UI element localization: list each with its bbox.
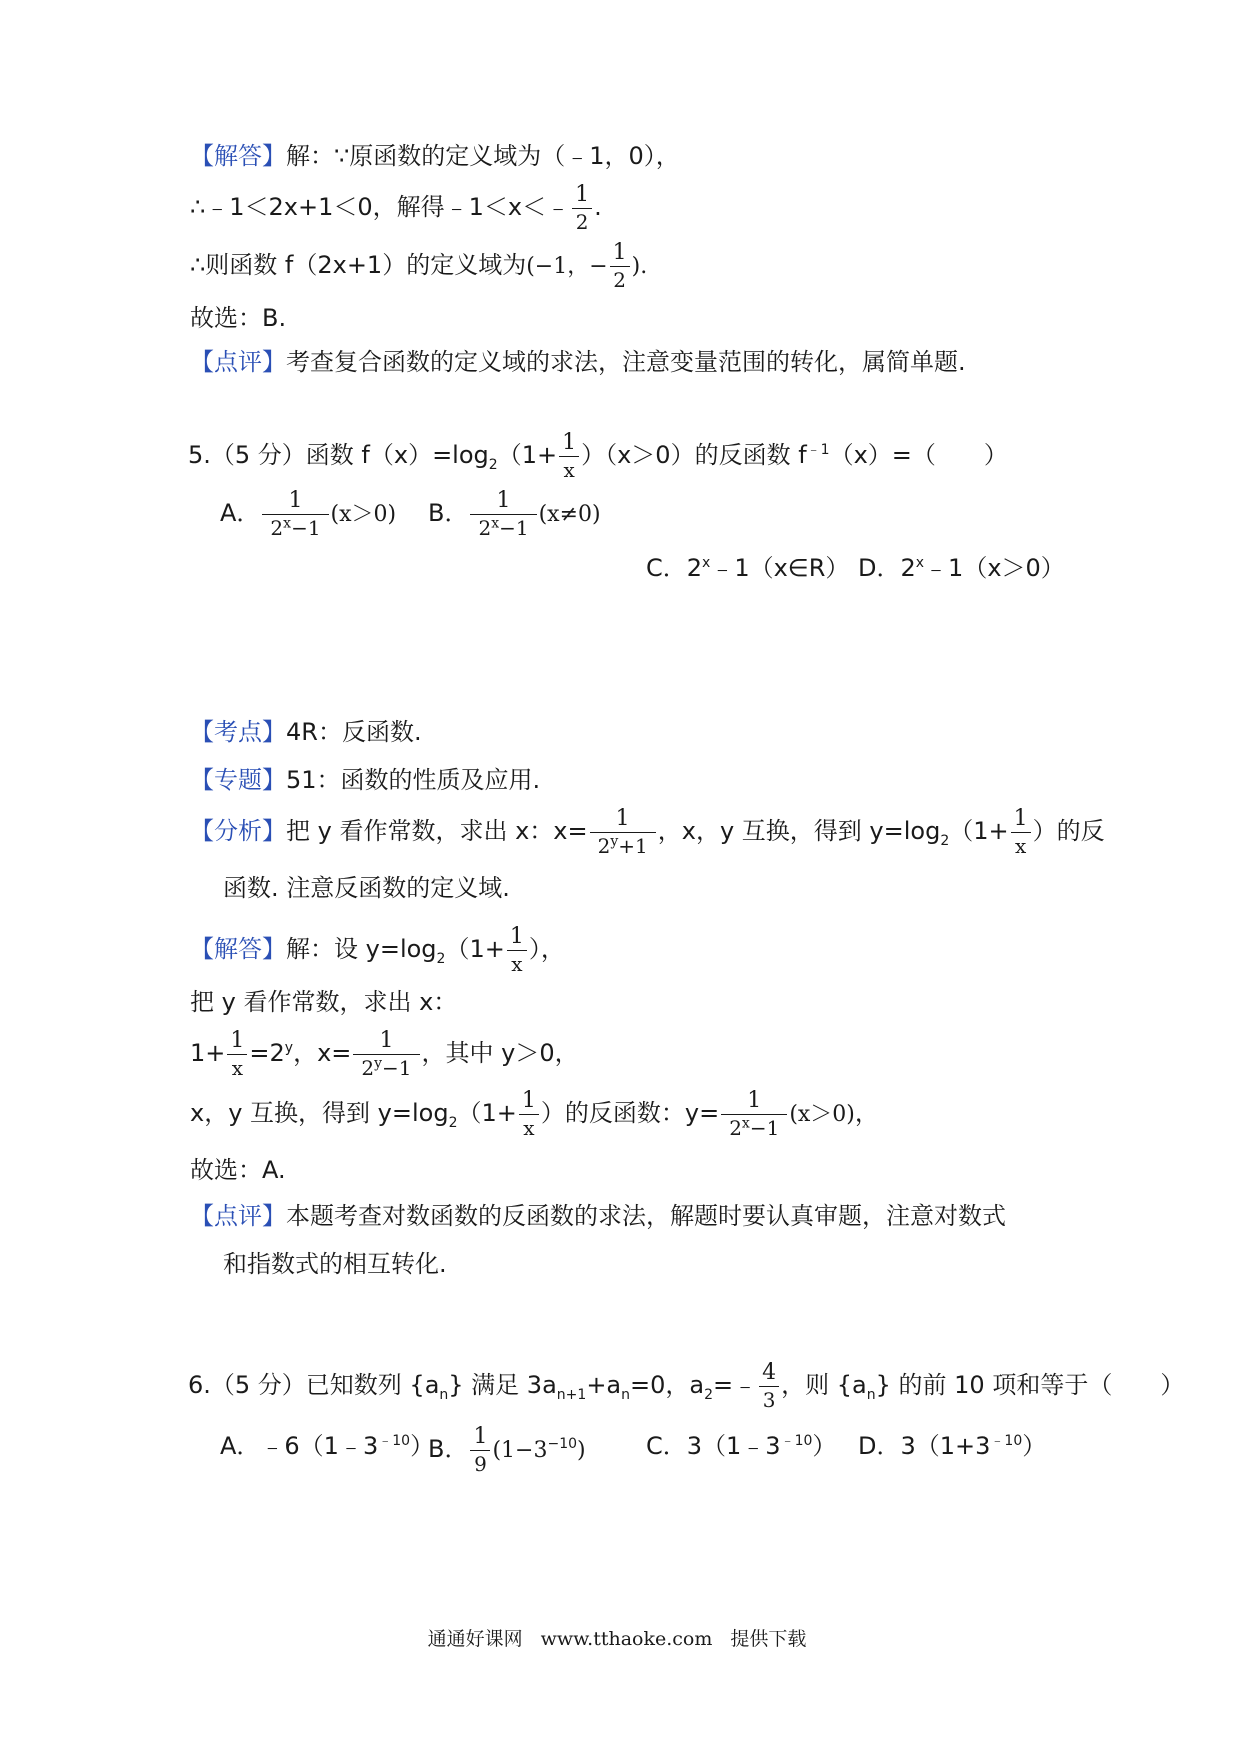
question-5-option-b: B． $\frac{1}{2^x-1}$ (x≠0) — [428, 488, 601, 540]
answer-tag: 【解答】 — [190, 142, 286, 170]
answer-5-choice: 故选：A. — [190, 1156, 286, 1184]
review-tag: 【点评】 — [190, 1202, 286, 1230]
answer-text: ∴﹣1＜2x+1＜0，解得﹣1＜x＜﹣ — [190, 193, 571, 221]
question-6-stem: 6.（5 分）已知数列 $\{a_n\}$ 满足 $3a_{n+1}+a_n=0$，$a_2=﹣$ $\frac{4}{3}$ ，则 $\{a_n\}$ 的前 10 项和等于（ ） — [188, 1360, 1185, 1412]
zhuanti-tag: 【专题】 — [190, 766, 286, 794]
answer-line-2: ∴﹣1＜2x+1＜0，解得﹣1＜x＜﹣ $\frac{1}{2}$ . — [190, 182, 602, 234]
answer-line-1 — [190, 136, 680, 176]
question-6-option-b: B． $\frac{1}{9}$ $(1-3^{-10})$ — [428, 1424, 586, 1476]
question-5-option-d: D．$2^x﹣1(x>0)$ — [858, 554, 1065, 582]
fenxi-tag: 【分析】 — [190, 817, 286, 845]
answer-text: ∴则函数 f（2x+1）的定义域为 — [190, 251, 527, 279]
question-5-stem: 5.（5 分）函数 $f(x)=\log_2(1+$ $\frac{1}{x}$ ）（x＞0）的反函数 $f^{﹣1}(x)=$（ ） — [188, 430, 1008, 482]
fraction: $\frac{1}{x}$ — [1011, 808, 1031, 856]
fraction: $\frac{1}{2}$ — [572, 184, 592, 232]
fraction: $\frac{4}{3}$ — [759, 1362, 779, 1410]
answer-choice: 故选：B. — [190, 304, 287, 332]
fraction: $\frac{1}{2^x-1}$ — [262, 490, 328, 538]
footer-note: 提供下载 — [730, 1628, 807, 1650]
fraction: $\frac{1}{2^y+1}$ — [590, 808, 656, 856]
kaodian-line: 【考点】4R：反函数. — [190, 718, 422, 746]
fraction: $\frac{1}{x}$ — [519, 1090, 539, 1138]
question-6-option-c: C．$3(1﹣3^{﹣10})$ — [646, 1432, 837, 1460]
review-5-line-1: 【点评】本题考查对数函数的反函数的求法，解题时要认真审题，注意对数式 — [190, 1202, 1006, 1230]
answer-5-line-4: x，y 互换，得到 $y=\log_2(1+$ $\frac{1}{x}$ ）的反函数：y= $\frac{1}{2^x-1}$ (x＞0)， — [190, 1088, 879, 1140]
fraction: $\frac{1}{2^x-1}$ — [470, 490, 536, 538]
answer-text: 解：∵原函数的定义域为（﹣1，0）， — [286, 142, 680, 170]
fraction: $\frac{1}{9}$ — [470, 1426, 490, 1474]
question-5-option-c: C．2$^x$﹣1（x∈R） — [646, 554, 850, 582]
answer-line-3: ∴则函数 f（2x+1）的定义域为(−1，− $\frac{1}{2}$ ). — [190, 240, 648, 292]
answer-5-line-2: 把 y 看作常数，求出 x： — [190, 988, 458, 1016]
fraction: $\frac{1}{2}$ — [610, 242, 630, 290]
review-tag: 【点评】 — [190, 348, 286, 376]
review-5-line-2: 和指数式的相互转化. — [223, 1250, 447, 1278]
zhuanti-line: 【专题】51：函数的性质及应用. — [190, 766, 541, 794]
footer-url[interactable]: www.tthaoke.com — [540, 1628, 713, 1650]
kaodian-tag: 【考点】 — [190, 718, 286, 746]
fraction: $\frac{1}{2^y-1}$ — [353, 1030, 419, 1078]
question-6-option-a: A．$﹣6(1﹣3^{﹣10})$ — [220, 1432, 435, 1460]
review-line: 【点评】考查复合函数的定义域的求法，注意变量范围的转化，属简单题. — [190, 348, 966, 376]
fraction: $\frac{1}{2^x-1}$ — [721, 1090, 787, 1138]
fraction: $\frac{1}{x}$ — [559, 432, 579, 480]
fenxi-line-2: 函数. 注意反函数的定义域. — [223, 874, 510, 902]
answer-5-line-3: 1+ $\frac{1}{x}$ $=2^y$，x= $\frac{1}{2^y-1}$ ，其中 y＞0， — [190, 1028, 579, 1080]
footer-site: 通通好课网 — [427, 1628, 523, 1650]
answer-5-line-1: 【解答】解：设 $y=\log_2(1+$ $\frac{1}{x}$ ）， — [190, 924, 565, 976]
question-5-option-a: A． $\frac{1}{2^x-1}$ (x＞0) — [220, 488, 397, 540]
fraction: $\frac{1}{x}$ — [227, 1030, 247, 1078]
fraction: $\frac{1}{x}$ — [507, 926, 527, 974]
fenxi-line: 【分析】把 y 看作常数，求出 x：x= $\frac{1}{2^y+1}$ ，x，y 互换，得到 $y=\log_2(1+$ $\frac{1}{x}$ ）的反 — [190, 806, 1105, 858]
page-footer — [0, 1624, 1234, 1651]
question-6-option-d: D．$3(1+3^{﹣10})$ — [858, 1432, 1047, 1460]
answer-tag: 【解答】 — [190, 935, 286, 963]
